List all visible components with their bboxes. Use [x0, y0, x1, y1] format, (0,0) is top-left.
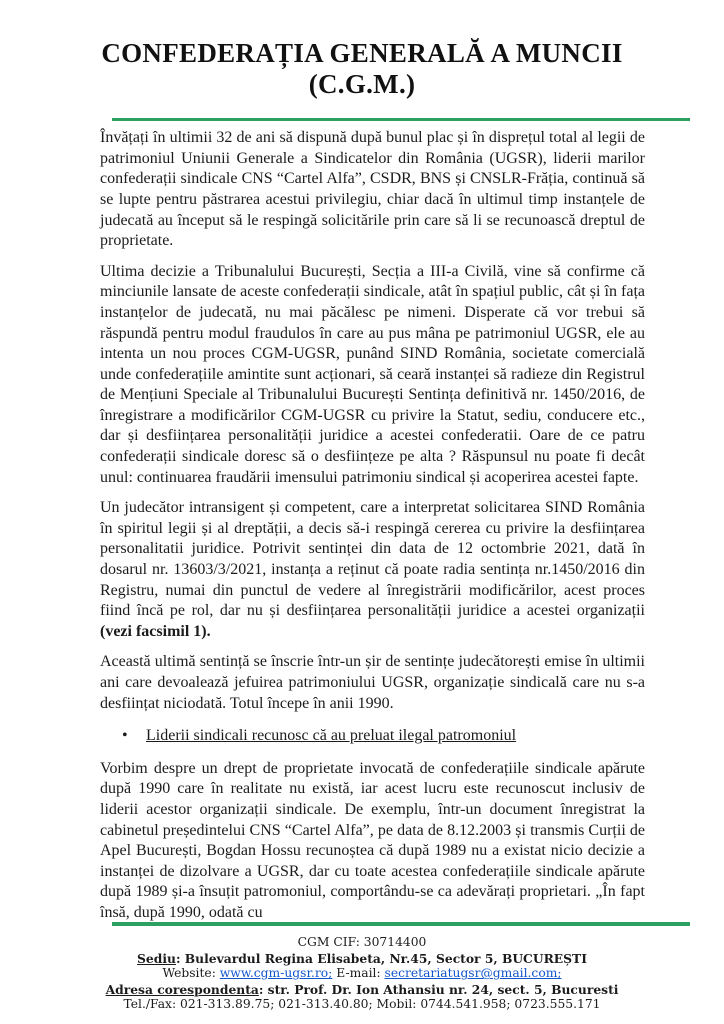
bullet-heading: Liderii sindicali recunosc că au preluat ilegal patromoniul: [146, 727, 517, 745]
footer-telfax: Tel./Fax: 021-313.89.75; 021-313.40.80; Mobil: 0744.541.958; 0723.555.171: [123, 997, 601, 1012]
facsimil-reference: (vezi facsimil 1).: [100, 622, 211, 640]
document-title-line1: CONFEDERAȚIA GENERALĂ A MUNCII: [101, 38, 623, 69]
document-footer: [0, 935, 724, 1013]
footer-website-email: [0, 966, 724, 982]
paragraph-4: Această ultimă sentință se înscrie într-un șir de sentințe judecătorești emise în ultimii ani care devoalează jefuirea patrimoniului UGSR, organizație sindicală care nu s-a desființat niciodată. Totul începe în anii 1990.: [100, 653, 645, 712]
document-body: [0, 121, 724, 923]
paragraph-1: Învățați în ultimii 32 de ani să dispună după bunul plac și în disprețul total al legii de patrimoniul Uniunii Generale a Sindicatelor din România (UGSR), liderii marilor confederații sindicale CNS “Cartel Alfa”, CSDR, BNS și CNSLR-Frăția, continuă să se lupte pentru păstrarea acestui privilegiu, chiar dacă în ultimul timp instanțele de judecată au început să le respingă solicitările prin care să li se recunoască dreptul de proprietate.: [100, 129, 645, 250]
footer-divider: [112, 922, 690, 926]
paragraph-3: [100, 498, 645, 642]
document-title: [0, 18, 724, 100]
email-link[interactable]: secretariatugsr@gmail.com;: [384, 966, 562, 981]
footer-adresa-value: : str. Prof. Dr. Ion Athansiu nr. 24, sect. 5, Bucuresti: [258, 981, 619, 997]
footer-adresa: [0, 982, 724, 998]
paragraph-3-text: Un judecător intransigent și competent, care a interpretat solicitarea SIND România în spiritul legii și al dreptății, a decis să-i respingă cererea cu privire la desființarea personalitatii juridice. Potrivit sentinței din data de 12 octombrie 2021, dată în dosarul nr. 13603/3/2021, instanța a reținut că poate radia sentința nr.1450/2016 din Registru, numai din punctul de vedere al înregistrării modificărilor, acest proces fiind încă pe rol, dar nu și desființarea personalității juridice a acestei organizații: [100, 499, 645, 620]
paragraph-5: Vorbim despre un drept de proprietate invocată de confederațiile sindicale apărute după 1990 care în realitate nu există, iar acest lucru este recunoscut inclusiv de liderii acestor organizații sindicale. De exemplu, într-un document înregistrat la cabinetul președintelui CNS “Cartel Alfa”, pe data de 8.12.2003 și transmis Curții de Apel București, Bogdan Hossu recunoștea că după 1989 nu a existat nicio decizie a instanței de dizolvare a UGSR, dar cu toate acestea confederațiile sindicale apărute după 1989 și-a însuțit patromoniul, comportându-se ca adevărați proprietari. „În fapt însă, după 1990, odată cu: [100, 759, 645, 921]
bullet-icon: •: [122, 727, 128, 745]
footer-website-label: Website:: [162, 966, 220, 981]
footer-cif: CGM CIF: 30714400: [297, 935, 427, 949]
footer-sediu: [0, 951, 724, 967]
website-link[interactable]: www.cgm-ugsr.ro;: [219, 966, 333, 981]
footer-adresa-label: Adresa corespondenta: [105, 981, 259, 997]
bullet-list-item: [122, 726, 645, 747]
paragraph-2: Ultima decizie a Tribunalului București, Secția a III-a Civilă, vine să confirme că minciunile lansate de aceste confederații sindicale, atât în spațiul public, cât și în fața instanțelor de judecată, nu mai păcălesc pe nimeni. Disperate că vor trebui să răspundă pentru modul fraudulos în care au pus mâna pe patrimoniul UGSR, ele au intenta un nou proces CGM-UGSR, punând SIND România, societate comercială unde confederațiile amintite sunt acționari, să ceară instanței să radieze din Registrul de Mențiuni Speciale al Tribunalului București Sentința definitivă nr. 1450/2016, de înregistrare a modificărilor CGM-UGSR cu privire la Statut, sediu, conducere etc., dar și desființarea personalității juridice a acestei confederatii. Oare de ce patru confederații sindicale doresc să o desființeze pe alta ? Răspunsul nu poate fi decât unul: continuarea fraudării imensului patrimoniu sindical și acoperirea acestei fapte.: [100, 262, 645, 486]
footer-sediu-value: : Bulevardul Regina Elisabeta, Nr.45, Sector 5, BUCUREȘTI: [175, 950, 587, 966]
document-header: [0, 18, 724, 121]
document-title-line2: (C.G.M.): [308, 69, 416, 100]
footer-sediu-label: Sediu: [137, 950, 176, 966]
footer-email-label: E-mail:: [332, 966, 385, 981]
